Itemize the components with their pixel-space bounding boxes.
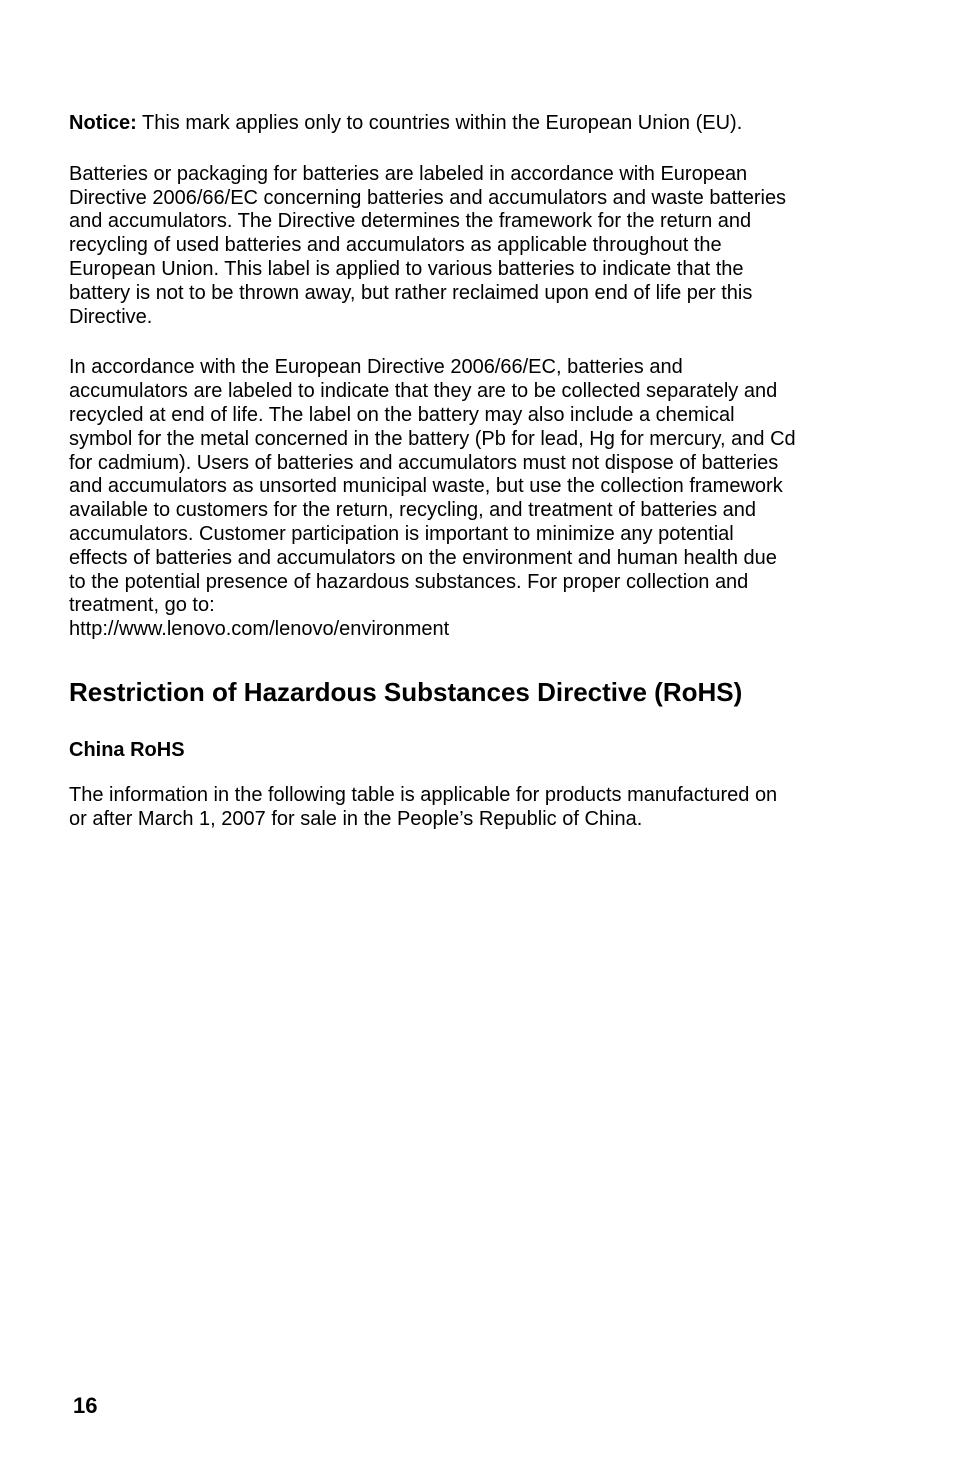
rohs-section-heading: Restriction of Hazardous Substances Directive (RoHS) [69,676,743,707]
paragraph-line: accumulators. Customer participation is important to minimize any potential [69,522,734,545]
notice-paragraph [69,112,869,136]
environment-link[interactable]: http://www.lenovo.com/lenovo/environment [69,618,450,641]
notice-label: Notice: [69,112,137,134]
paragraph-line: effects of batteries and accumulators on the environment and human health due [69,546,777,569]
paragraph-line: or after March 1, 2007 for sale in the People’s Republic of China. [69,807,643,830]
china-rohs-subheading: China RoHS [69,738,185,761]
paragraph-line: available to customers for the return, recycling, and treatment of batteries and [69,499,757,522]
paragraph-line: recycled at end of life. The label on the battery may also include a chemical [69,403,735,426]
paragraph-line: and accumulators. The Directive determines the framework for the return and [69,210,752,233]
paragraph-line: Directive. [69,305,153,328]
directive-paragraph [69,356,869,642]
china-rohs-info-paragraph [69,784,869,832]
paragraph-line: The information in the following table is applicable for products manufactured on [69,783,778,806]
paragraph-line: Batteries or packaging for batteries are labeled in accordance with European [69,162,748,185]
paragraph-line: Directive 2006/66/EC concerning batteries and accumulators and waste batteries [69,186,787,209]
paragraph-line: battery is not to be thrown away, but rather reclaimed upon end of life per this [69,281,753,304]
paragraph-line: treatment, go to: [69,594,215,617]
paragraph-line: European Union. This label is applied to various batteries to indicate that the [69,257,744,280]
notice-text: This mark applies only to countries within the European Union (EU). [136,112,743,134]
paragraph-line: for cadmium). Users of batteries and accumulators must not dispose of batteries [69,451,779,474]
paragraph-line: In accordance with the European Directive 2006/66/EC, batteries and [69,356,683,379]
paragraph-line: recycling of used batteries and accumulators as applicable throughout the [69,234,722,257]
paragraph-line: to the potential presence of hazardous substances. For proper collection and [69,570,749,593]
paragraph-line: accumulators are labeled to indicate that they are to be collected separately and [69,380,778,403]
battery-labeling-paragraph [69,163,869,330]
paragraph-line: symbol for the metal concerned in the battery (Pb for lead, Hg for mercury, and Cd [69,427,796,450]
paragraph-line: and accumulators as unsorted municipal waste, but use the collection framework [69,475,783,498]
page-number: 16 [73,1393,98,1418]
document-page [69,112,869,832]
